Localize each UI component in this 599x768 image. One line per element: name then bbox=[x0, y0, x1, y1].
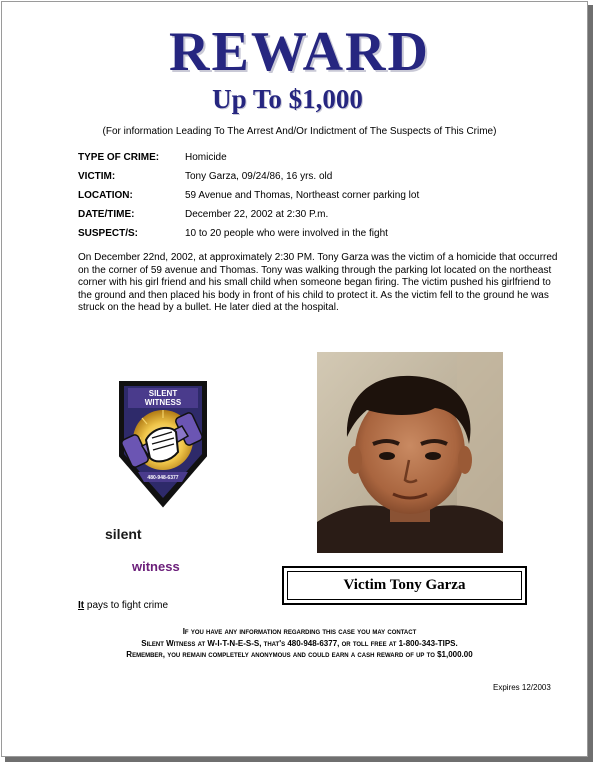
motto-rest: pays to fight crime bbox=[84, 600, 169, 611]
motto-first-word: It bbox=[78, 600, 85, 611]
detail-label: VICTIM: bbox=[78, 171, 116, 182]
detail-value: Tony Garza, 09/24/86, 16 yrs. old bbox=[185, 171, 333, 182]
detail-value: 59 Avenue and Thomas, Northeast corner parking lot bbox=[185, 190, 420, 201]
photo-caption-box bbox=[282, 566, 527, 605]
page-shadow-bottom bbox=[5, 757, 593, 762]
contact-line: Remember, you remain completely anonymous and could earn a cash reward of up to $1,000.00 bbox=[126, 650, 473, 659]
detail-label: TYPE OF CRIME: bbox=[78, 152, 160, 163]
expiration-date: Expires 12/2003 bbox=[493, 683, 551, 692]
silent-witness-logo bbox=[112, 378, 214, 510]
motto bbox=[78, 600, 168, 611]
reward-amount-text: Up To $1,000 bbox=[212, 84, 363, 114]
reward-title: REWARD bbox=[169, 21, 430, 83]
contact-line: Silent Witness at W-I-T-N-E-S-S, that's 480-948-6377, or toll free at 1-800-343-TIPS. bbox=[141, 638, 458, 648]
detail-value: 10 to 20 people who were involved in the fight bbox=[185, 228, 388, 239]
detail-label: LOCATION: bbox=[78, 190, 133, 201]
detail-value: Homicide bbox=[185, 152, 227, 163]
detail-label: DATE/TIME: bbox=[78, 209, 135, 220]
silent-label: silent bbox=[105, 526, 142, 542]
victim-photo bbox=[317, 352, 503, 553]
contact-line: If you have any information regarding this case you may contact bbox=[182, 627, 417, 636]
witness-label: witness bbox=[132, 559, 180, 574]
reward-amount bbox=[0, 84, 599, 115]
case-narrative: On December 22nd, 2002, at approximately 2:30 PM. Tony Garza was the victim of a homicide that occurred on the corner of 59 avenue and Thomas. Tony was walking through the parking lot located on the northeast corner with his girl friend and his small child when someone began firing. The victim pushed his girlfriend to the ground and then placed his body in front of his child to protect it. As the victim fell to the ground he was struck on the head by a bullet. He later died at the hospital. bbox=[78, 252, 558, 313]
logo-text-witness: WITNESS bbox=[144, 398, 182, 407]
contact-info bbox=[0, 626, 599, 661]
detail-value: December 22, 2002 at 2:30 P.m. bbox=[185, 209, 329, 220]
photo-caption: Victim Tony Garza bbox=[287, 571, 522, 600]
detail-label: SUSPECT/S: bbox=[78, 228, 139, 239]
logo-text-silent: SILENT bbox=[148, 389, 178, 398]
info-note: (For information Leading To The Arrest And/Or Indictment of The Suspects of This Crime) bbox=[102, 126, 497, 137]
logo-phone: 480-948-6377 bbox=[147, 475, 179, 481]
